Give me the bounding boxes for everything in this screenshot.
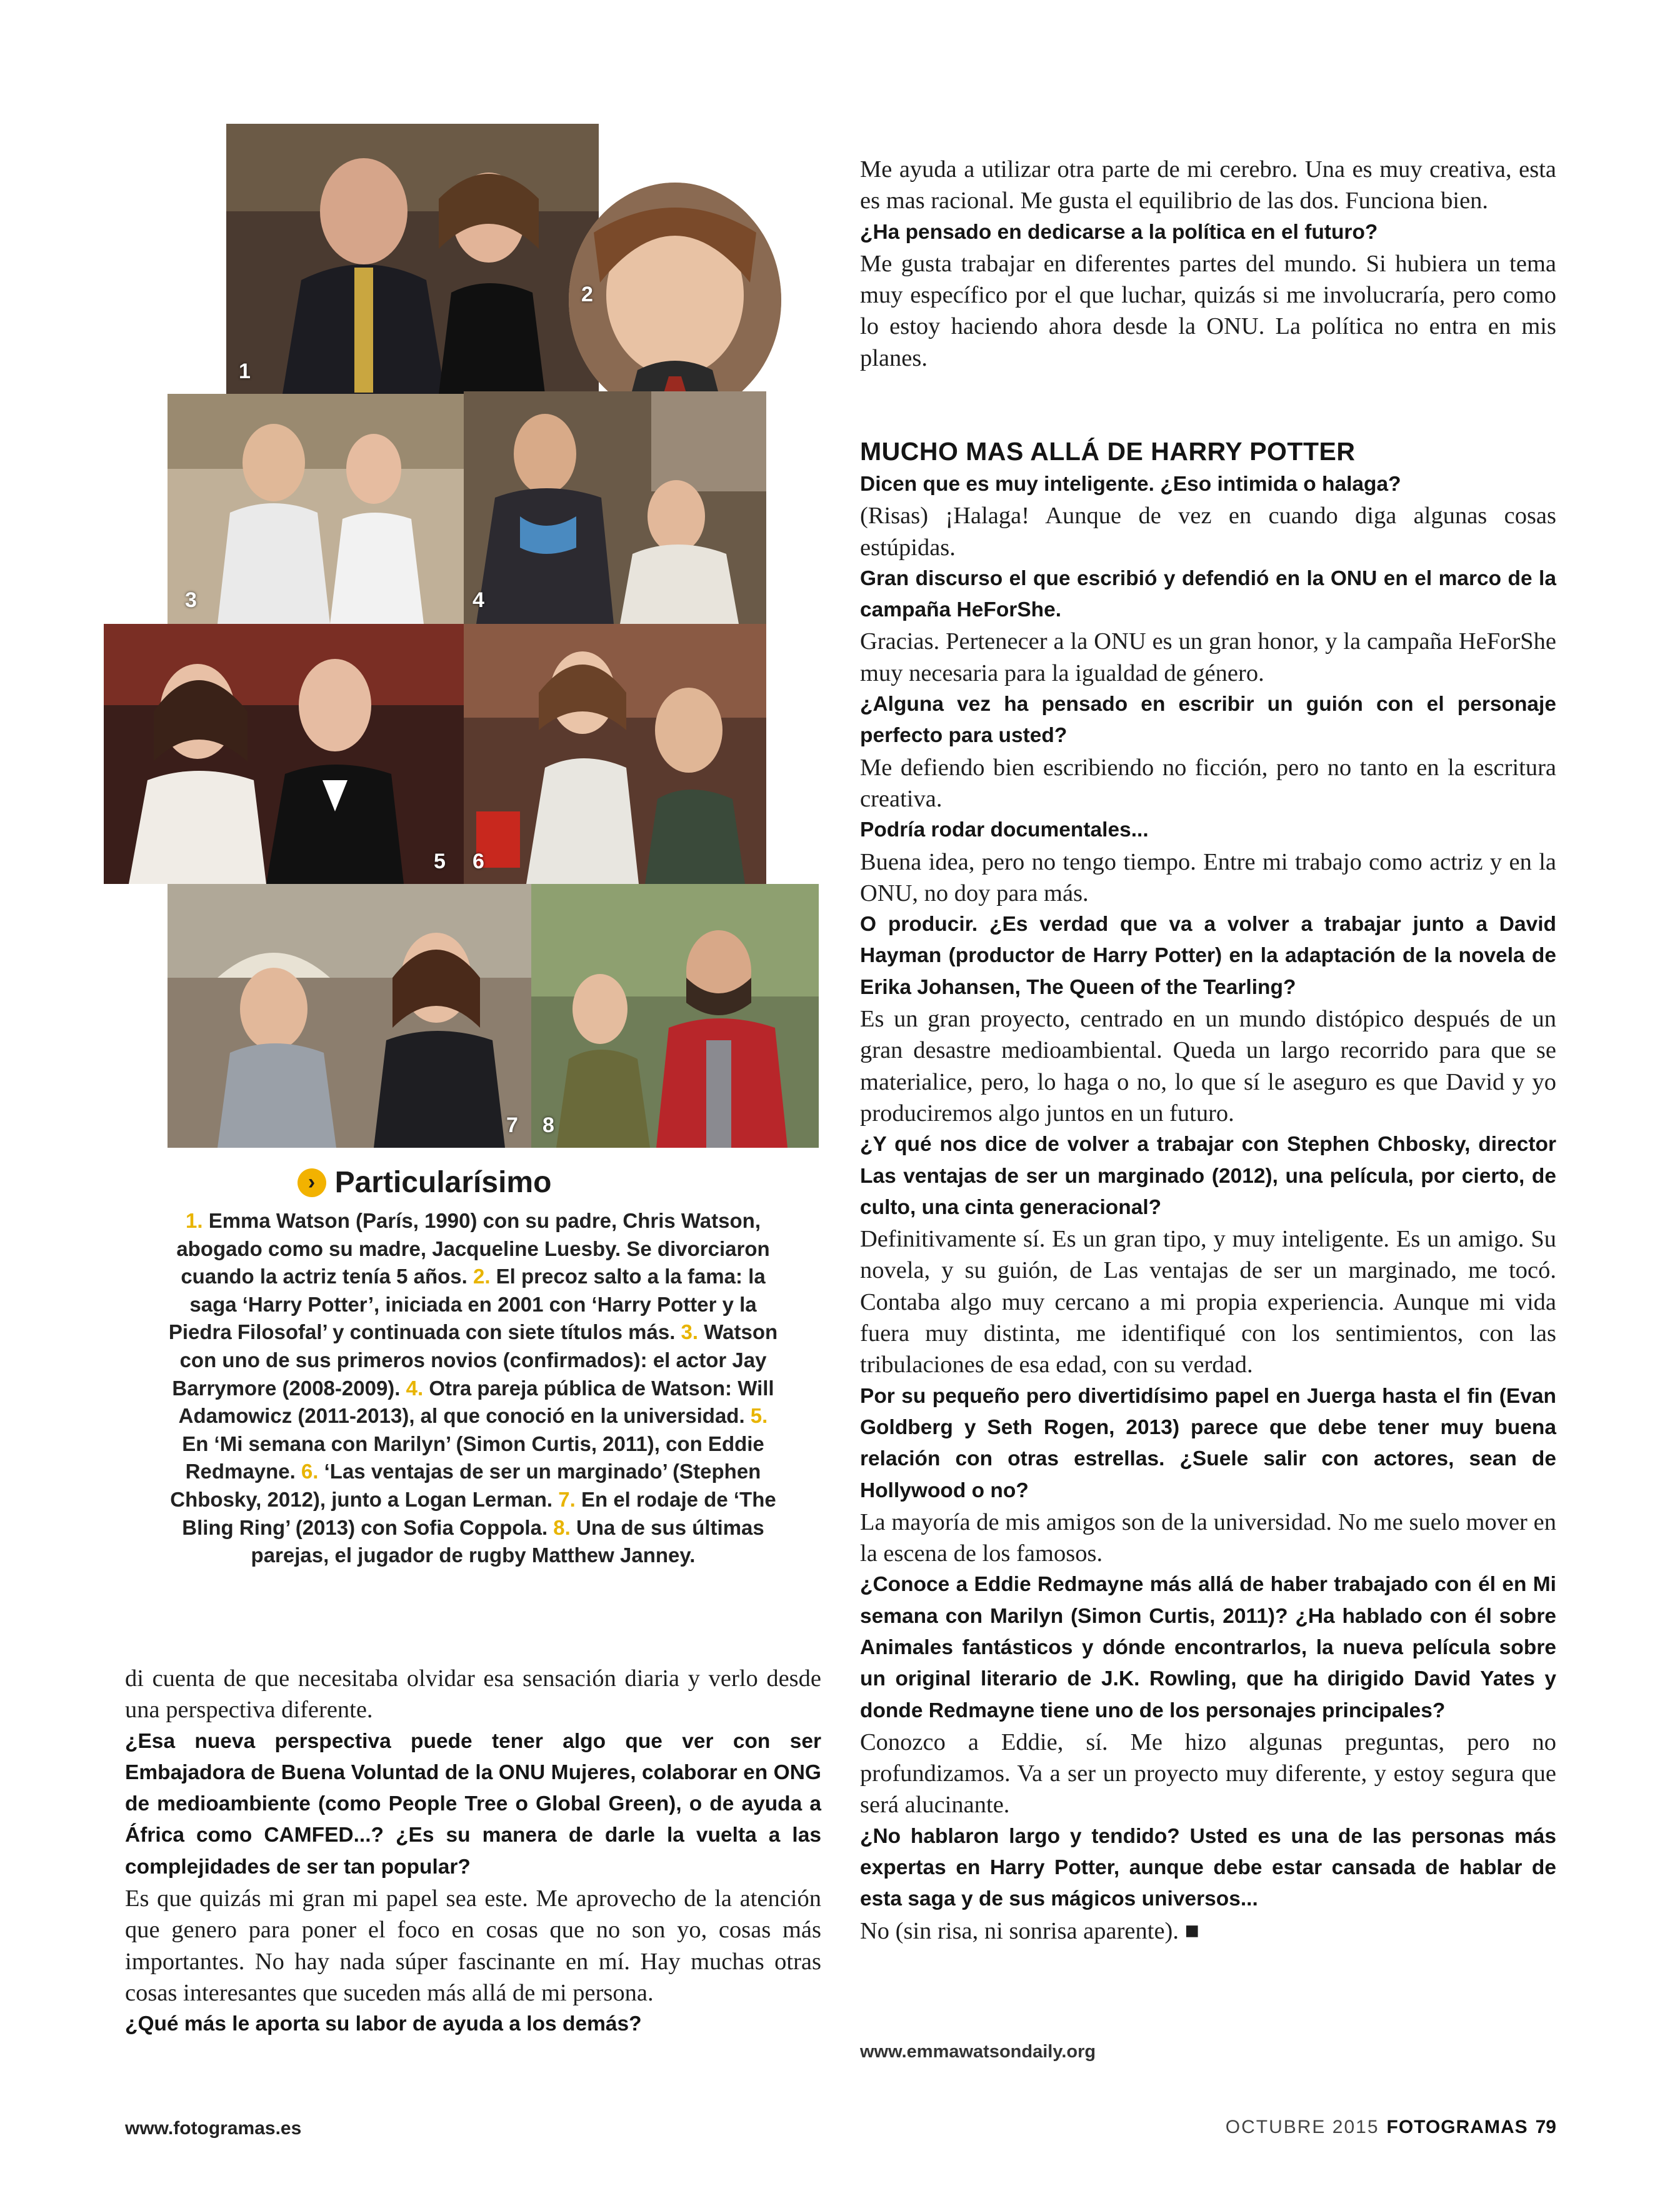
- photo-5-number: 5: [434, 850, 446, 873]
- caption-text: Emma Watson (París, 1990) con su padre, Chris Watson, abogado como su madre, Jacqueline Luesby. Se divorciaron cuando la actriz tenía 5 años.: [176, 1209, 770, 1288]
- answer-paragraph: Me ayuda a utilizar otra parte de mi cerebro. Una es muy creativa, esta es mas racional. Me gusta el equilibrio de las dos. Funciona bien.: [860, 156, 1556, 214]
- answer-paragraph: No (sin risa, ni sonrisa aparente). ■: [860, 1917, 1199, 1944]
- question-paragraph: ¿No hablaron largo y tendido? Usted es una de las personas más expertas en Harry Potter, aunque debe estar cansada de hablar de esta saga y de sus mágicos universos...: [860, 1824, 1556, 1911]
- photo-1-number: 1: [239, 359, 251, 383]
- caption-box: [164, 1165, 782, 1570]
- caption-number: 8.: [553, 1515, 571, 1539]
- footer-page-number: 79: [1535, 2117, 1556, 2137]
- photo-2: [569, 183, 781, 418]
- question-paragraph: ¿Conoce a Eddie Redmayne más allá de haber trabajado con él en Mi semana con Marilyn (Simon Curtis, 2011)? ¿Ha hablado con él sobre Animales fantásticos y dónde encontrarlos, la nueva película sobre un original literario de J.K. Rowling, que ha dirigido David Yates y donde Redmayne tiene uno de los personajes principales?: [860, 1573, 1556, 1722]
- answer-paragraph: La mayoría de mis amigos son de la universidad. No me suelo mover en la escena de los famosos.: [860, 1508, 1556, 1567]
- photo-6-number: 6: [472, 850, 484, 873]
- photo-4: [464, 391, 766, 624]
- question-paragraph: O producir. ¿Es verdad que va a volver a trabajar junto a David Hayman (productor de Harry Potter) en la adaptación de la novela de Erika Johansen, The Queen of the Tearling?: [860, 913, 1556, 999]
- question-paragraph: Dicen que es muy inteligente. ¿Eso intimida o halaga?: [860, 473, 1401, 496]
- footer-left-url: www.fotogramas.es: [125, 2118, 302, 2139]
- caption-number: 7.: [558, 1487, 576, 1511]
- chevron-right-icon: ›: [298, 1168, 326, 1197]
- caption-text: Una de sus últimas parejas, el jugador de rugby Matthew Janney.: [251, 1515, 764, 1567]
- caption-text: En el rodaje de ‘The Bling Ring’ (2013) con Sofia Coppola.: [182, 1487, 776, 1539]
- question-paragraph: ¿Qué más le aporta su labor de ayuda a los demás?: [125, 2012, 642, 2036]
- footer-right: [1226, 2117, 1556, 2138]
- right-column-top: [860, 154, 1556, 374]
- caption-text: En ‘Mi semana con Marilyn’ (Simon Curtis, 2011), con Eddie Redmayne.: [182, 1432, 764, 1483]
- photo-1: [226, 124, 599, 394]
- photo-8-number: 8: [542, 1113, 554, 1137]
- answer-paragraph: Me gusta trabajar en diferentes partes del mundo. Si hubiera un tema muy específico por el que luchar, quizás si me involucraría, pero como lo estoy haciendo ahora desde la ONU. La política no entra en mis planes.: [860, 250, 1556, 371]
- photo-6: [464, 624, 766, 884]
- footer-month: OCTUBRE 2015: [1225, 2117, 1379, 2137]
- photo-7-number: 7: [506, 1113, 518, 1137]
- answer-paragraph: (Risas) ¡Halaga! Aunque de vez en cuando diga algunas cosas estúpidas.: [860, 503, 1556, 561]
- answer-paragraph: Definitivamente sí. Es un gran tipo, y muy inteligente. Es un amigo. Su novela, y su guión, de Las ventajas de ser un marginado, me tocó. Contaba algo muy cercano a mi propia experiencia. Aunque mi vida fuera muy distinta, me identifiqué con los sentimientos, con las tribulaciones de esa edad, con su verdad.: [860, 1226, 1556, 1378]
- answer-paragraph: Me defiendo bien escribiendo no ficción, pero no tanto en la escritura creativa.: [860, 754, 1556, 812]
- right-column-main: [860, 469, 1556, 1947]
- photo-4-number: 4: [472, 588, 484, 612]
- photo-5: [104, 624, 464, 884]
- caption-number: 4.: [406, 1376, 424, 1400]
- question-paragraph: Podría rodar documentales...: [860, 818, 1149, 842]
- question-paragraph: Por su pequeño pero divertidísimo papel en Juerga hasta el fin (Evan Goldberg y Seth Rogen, 2013) parece que debe tener muy buena relación con otras estrellas. ¿Suele salir con actores, sean de Hollywood o no?: [860, 1384, 1556, 1502]
- answer-paragraph: Buena idea, pero no tengo tiempo. Entre mi trabajo como actriz y en la ONU, no doy para más.: [860, 848, 1556, 906]
- question-paragraph: ¿Alguna vez ha pensado en escribir un guión con el personaje perfecto para usted?: [860, 693, 1556, 748]
- answer-paragraph: Conozco a Eddie, sí. Me hizo algunas preguntas, pero no profundizamos. Va a ser un proyecto muy diferente, y estoy segura que será alucinante.: [860, 1729, 1556, 1819]
- photo-3-number: 3: [185, 588, 197, 612]
- caption-text: El precoz salto a la fama: la saga ‘Harry Potter’, iniciada en 2001 con ‘Harry Potter y la Piedra Filosofal’ y continuada con siete títulos más.: [168, 1265, 766, 1344]
- caption-number: 2.: [472, 1265, 491, 1288]
- photo-7: [168, 884, 531, 1148]
- caption-body: [164, 1207, 782, 1570]
- answer-paragraph: di cuenta de que necesitaba olvidar esa sensación diaria y verlo desde una perspectiva diferente.: [125, 1665, 821, 1724]
- caption-text: Watson con uno de sus primeros novios (confirmados): el actor Jay Barrymore (2008-2009).: [172, 1320, 778, 1400]
- caption-title: Particularísimo: [334, 1166, 552, 1199]
- caption-number: 1.: [186, 1209, 203, 1232]
- question-paragraph: Gran discurso el que escribió y defendió en la ONU en el marco de la campaña HeForShe.: [860, 566, 1556, 622]
- caption-text: ‘Las ventajas de ser un marginado’ (Stephen Chbosky, 2012), junto a Logan Lerman.: [170, 1460, 761, 1511]
- caption-title-row: [115, 1165, 734, 1200]
- caption-number: 6.: [301, 1460, 319, 1483]
- answer-paragraph: Es un gran proyecto, centrado en un mundo distópico después de un gran desastre medioambiental. Queda un largo recorrido para que se materialice, pero, lo haga o no, lo que sí le aseguro es que David y yo produciremos algo juntos en un futuro.: [860, 1006, 1556, 1127]
- photo-8: [531, 884, 819, 1148]
- web-credit: www.emmawatsondaily.org: [860, 2042, 1096, 2062]
- photo-2-number: 2: [581, 283, 593, 306]
- question-paragraph: ¿Esa nueva perspectiva puede tener algo que ver con ser Embajadora de Buena Voluntad de la ONU Mujeres, colaborar en ONG de medioambiente (como People Tree o Global Green), o de ayuda a África como CAMFED...? ¿Es su manera de darle la vuelta a las complejidades de ser tan popular?: [125, 1729, 821, 1879]
- answer-paragraph: Es que quizás mi gran mi papel sea este. Me aprovecho de la atención que genero para poner el foco en cosas que no son yo, cosas más importantes. No hay nada súper fascinante en mí. Hay muchas otras cosas interesantes que suceden más allá de mi persona.: [125, 1885, 821, 2006]
- caption-number: 5.: [750, 1404, 768, 1428]
- caption-number: 3.: [681, 1320, 699, 1344]
- left-column: [125, 1663, 821, 2040]
- photo-3: [168, 394, 464, 624]
- question-paragraph: ¿Y qué nos dice de volver a trabajar con Stephen Chbosky, director Las ventajas de ser un marginado (2012), una película, por cierto, de culto, una cinta generacional?: [860, 1133, 1556, 1219]
- footer-brand: FOTOGRAMAS: [1386, 2117, 1528, 2137]
- question-paragraph: ¿Ha pensado en dedicarse a la política en el futuro?: [860, 220, 1378, 244]
- answer-paragraph: Gracias. Pertenecer a la ONU es un gran honor, y la campaña HeForShe muy necesaria para la igualdad de género.: [860, 628, 1556, 686]
- section-heading: MUCHO MAS ALLÁ DE HARRY POTTER: [860, 437, 1356, 466]
- caption-text: Otra pareja pública de Watson: Will Adamowicz (2011-2013), al que conoció en la universidad.: [178, 1376, 774, 1428]
